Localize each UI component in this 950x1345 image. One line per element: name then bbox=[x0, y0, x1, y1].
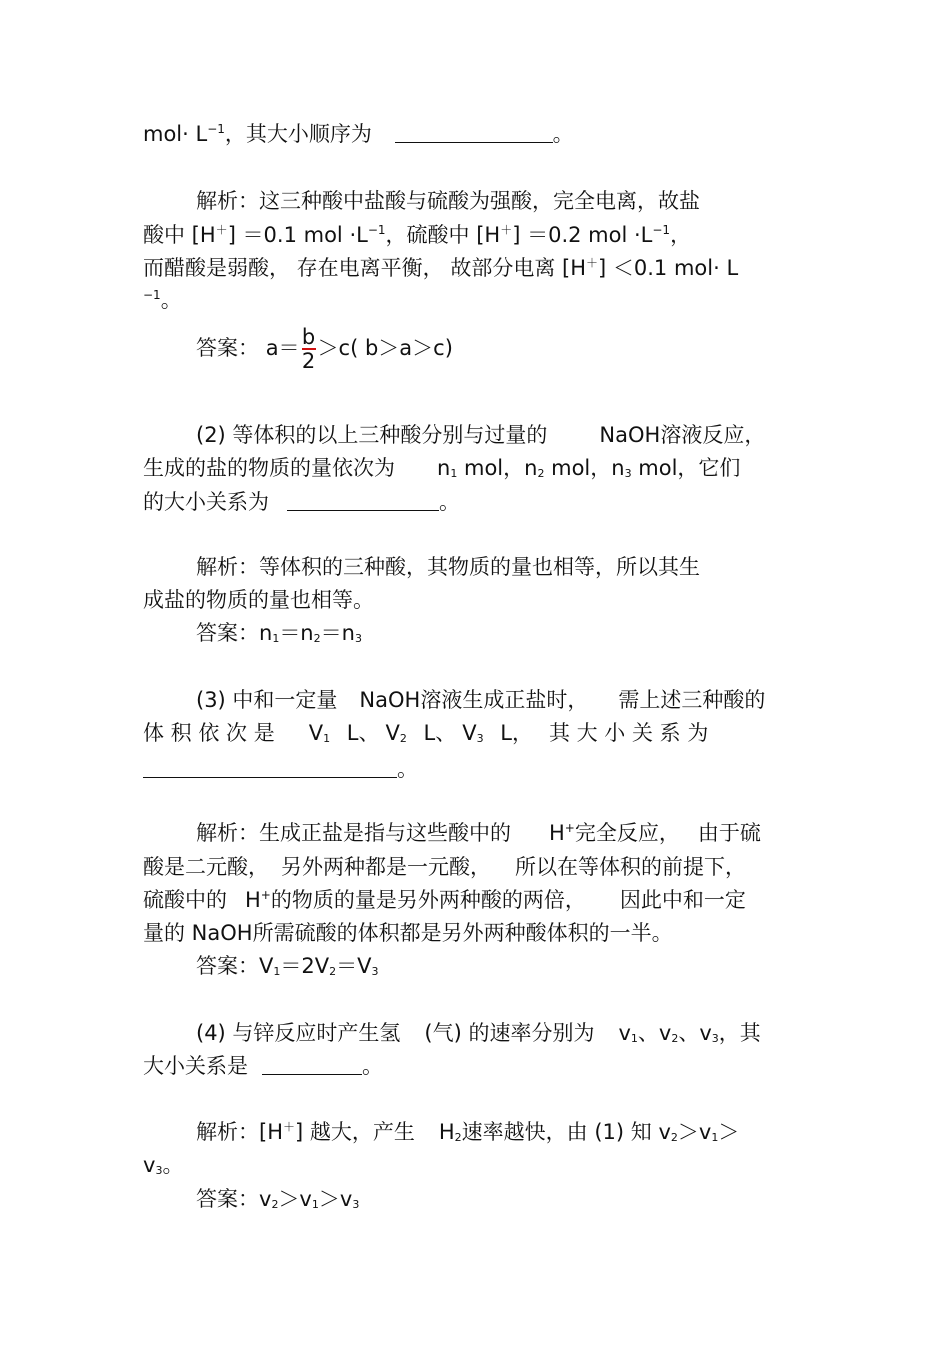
solution-label: 解析： bbox=[196, 555, 259, 579]
question-text: 、v bbox=[637, 1021, 672, 1045]
superscript: ＋ bbox=[586, 256, 599, 270]
answer-label: 答案： bbox=[196, 621, 259, 645]
question-text: NaOH溶液反应， bbox=[599, 423, 766, 447]
q3-line3 bbox=[143, 756, 418, 782]
q4-line2 bbox=[143, 1053, 383, 1079]
question-text: NaOH溶液生成正盐时， bbox=[359, 688, 589, 712]
solution1-line1 bbox=[196, 188, 700, 214]
solution-text: 而醋酸是弱酸， 存在电离平衡， 故部分电离 [H bbox=[143, 256, 587, 280]
solution2-line1 bbox=[196, 554, 700, 580]
solution-text: H bbox=[245, 888, 261, 912]
subscript: 2 bbox=[671, 1032, 679, 1045]
fraction bbox=[302, 326, 316, 372]
solution1-line3 bbox=[143, 255, 738, 281]
question-text: L， bbox=[493, 721, 533, 745]
answer-text: ＝n bbox=[320, 621, 355, 645]
solution3-line3 bbox=[143, 887, 746, 913]
solution-text: ] ＝0.1 mol ·L bbox=[227, 223, 368, 247]
question-text: 。 bbox=[397, 757, 418, 781]
superscript: ＋ bbox=[282, 1120, 295, 1134]
solution-text: 这三种酸中盐酸与硫酸为强酸，完全电离，故盐 bbox=[259, 189, 700, 213]
solution2-line2 bbox=[143, 587, 374, 613]
q3-line1 bbox=[196, 687, 765, 713]
solution-text: 完全反应， bbox=[574, 821, 680, 845]
question-text: n bbox=[437, 456, 451, 480]
solution-text: 因此中和一定 bbox=[619, 888, 746, 912]
solution-text: 的物质的量是另外两种酸的两倍， bbox=[270, 888, 586, 912]
superscript: ＋ bbox=[500, 223, 513, 237]
answer-text: ＝V bbox=[336, 954, 372, 978]
question-text: V bbox=[462, 721, 477, 745]
solution-text: 酸是二元酸， bbox=[143, 855, 269, 879]
solution1-line2 bbox=[143, 222, 691, 248]
solution-text: 生成正盐是指与这些酸中的 bbox=[259, 821, 511, 845]
solution-label: 解析： bbox=[196, 189, 259, 213]
answer2-line bbox=[196, 620, 362, 646]
solution-text: 所以在等体积的前提下， bbox=[515, 855, 746, 879]
answer-text: ＝2V bbox=[280, 954, 330, 978]
question-text: (2) 等体积的以上三种酸分别与过量的 bbox=[196, 423, 548, 447]
question-text: V bbox=[308, 721, 324, 745]
solution3-line2 bbox=[143, 854, 746, 880]
solution-text: 量的 NaOH所需硫酸的体积都是另外两种酸体积的一半。 bbox=[143, 921, 673, 945]
solution-text: ] 越大，产生 bbox=[295, 1120, 415, 1144]
subscript: 1 bbox=[272, 632, 280, 645]
solution-text: 另外两种都是一元酸， bbox=[281, 855, 491, 879]
question-text: 。 bbox=[362, 1054, 383, 1078]
subscript: 1 bbox=[311, 1198, 319, 1211]
question-text: mol， bbox=[457, 456, 525, 480]
question-text: v bbox=[618, 1021, 631, 1045]
subscript: 2 bbox=[454, 1131, 462, 1144]
solution-label: 解析： bbox=[196, 1120, 259, 1144]
solution-text: ] ＜0.1 mol· L bbox=[598, 256, 739, 280]
q1-tail-line bbox=[143, 121, 574, 147]
subscript: 1 bbox=[323, 732, 331, 745]
solution-text: ＞ bbox=[718, 1120, 740, 1144]
solution-text: ， bbox=[670, 223, 692, 247]
solution3-line4 bbox=[143, 920, 673, 946]
superscript: −1 bbox=[652, 223, 671, 237]
subscript: 3 bbox=[354, 632, 362, 645]
answer-text: ＞v bbox=[278, 1187, 312, 1211]
subscript: 2 bbox=[537, 467, 545, 480]
subscript: 3 bbox=[155, 1164, 163, 1177]
solution4-line2 bbox=[143, 1152, 183, 1178]
answer-text: ＞c( b＞a＞c) bbox=[317, 336, 453, 360]
question-text: n bbox=[611, 456, 625, 480]
subscript: 2 bbox=[271, 1198, 279, 1211]
superscript: + bbox=[260, 888, 271, 902]
solution-text: 等体积的三种酸，其物质的量也相等，所以其生 bbox=[259, 555, 700, 579]
solution-text: 硫酸中的 bbox=[143, 888, 227, 912]
subscript: 3 bbox=[711, 1032, 719, 1045]
subscript: 3 bbox=[476, 732, 484, 745]
solution-text: 由于硫 bbox=[697, 821, 761, 845]
solution-label: 解析： bbox=[196, 821, 259, 845]
superscript: + bbox=[564, 821, 575, 835]
solution-text: ] ＝0.2 mol ·L bbox=[512, 223, 653, 247]
answer-label: 答案： bbox=[196, 954, 259, 978]
question-text: mol， bbox=[544, 456, 612, 480]
question-text: (3) 中和一定量 bbox=[196, 688, 338, 712]
answer-text: v bbox=[259, 1187, 272, 1211]
answer-text: a＝ bbox=[265, 336, 300, 360]
subscript: 2 bbox=[670, 1131, 678, 1144]
answer-blank bbox=[395, 124, 553, 143]
superscript: −1 bbox=[143, 288, 161, 302]
answer-blank bbox=[287, 492, 439, 511]
answer-text: ＞v bbox=[318, 1187, 353, 1211]
question-text: L、 bbox=[416, 721, 457, 745]
q1-period: 。 bbox=[552, 122, 574, 146]
subscript: 3 bbox=[624, 467, 632, 480]
solution4-line1 bbox=[196, 1119, 739, 1145]
question-text: (4) 与锌反应时产生氢 bbox=[196, 1021, 401, 1045]
question-text: L、 bbox=[340, 721, 380, 745]
question-text: 需上述三种酸的 bbox=[618, 688, 766, 712]
solution-text: H bbox=[549, 821, 565, 845]
solution-text: v bbox=[143, 1153, 156, 1177]
q2-line3 bbox=[143, 489, 460, 515]
superscript: ＋ bbox=[215, 223, 228, 237]
answer-blank bbox=[262, 1056, 362, 1075]
question-text: 、v bbox=[678, 1021, 712, 1045]
solution-text: 成盐的物质的量也相等。 bbox=[143, 588, 374, 612]
solution-text: ＞v bbox=[677, 1120, 712, 1144]
question-text: mol，它们 bbox=[631, 456, 741, 480]
q1-text: ，其大小顺序为 bbox=[224, 122, 372, 146]
q1-superscript: −1 bbox=[207, 122, 225, 136]
fraction-numerator: b bbox=[301, 325, 316, 349]
subscript: 1 bbox=[630, 1032, 638, 1045]
superscript: −1 bbox=[367, 223, 386, 237]
answer-label: 答案： bbox=[196, 1187, 259, 1211]
question-text: 体 积 依 次 是 bbox=[143, 721, 275, 745]
solution-text: H bbox=[438, 1120, 455, 1144]
fraction-denominator: 2 bbox=[301, 349, 316, 373]
question-text: ，其 bbox=[718, 1021, 761, 1045]
solution1-line4 bbox=[143, 287, 182, 313]
question-text: 。 bbox=[439, 490, 460, 514]
solution-text: 。 bbox=[160, 288, 182, 312]
subscript: 3 bbox=[352, 1198, 360, 1211]
question-text: V bbox=[385, 721, 400, 745]
question-text: (气) 的速率分别为 bbox=[424, 1021, 595, 1045]
answer-label: 答案： bbox=[196, 336, 259, 360]
solution-text: ，硫酸中 [H bbox=[385, 223, 501, 247]
subscript: 2 bbox=[313, 632, 321, 645]
solution-text: [H bbox=[259, 1120, 283, 1144]
solution3-line1 bbox=[196, 820, 761, 846]
subscript: 2 bbox=[399, 732, 407, 745]
q1-text: mol· L bbox=[143, 122, 208, 146]
subscript: 3 bbox=[371, 965, 379, 978]
subscript: 1 bbox=[273, 965, 281, 978]
q4-line1 bbox=[196, 1020, 761, 1046]
question-text: 其 大 小 关 系 为 bbox=[548, 721, 709, 745]
q2-line1 bbox=[196, 422, 765, 448]
question-text: n bbox=[524, 456, 538, 480]
answer-blank bbox=[143, 759, 397, 778]
subscript: 1 bbox=[450, 467, 458, 480]
solution-text: 。 bbox=[162, 1153, 184, 1177]
answer4-line bbox=[196, 1186, 359, 1212]
subscript: 1 bbox=[711, 1131, 719, 1144]
answer3-line bbox=[196, 953, 378, 979]
solution-text: 速率越快，由 (1) 知 v bbox=[461, 1120, 671, 1144]
q3-line2 bbox=[143, 720, 708, 746]
answer-text: V bbox=[259, 954, 274, 978]
subscript: 2 bbox=[329, 965, 337, 978]
answer-text: n bbox=[259, 621, 273, 645]
question-text: 大小关系是 bbox=[143, 1054, 248, 1078]
answer1-line bbox=[196, 322, 453, 374]
question-text: 的大小关系为 bbox=[143, 490, 269, 514]
solution-text: 酸中 [H bbox=[143, 223, 216, 247]
answer-text: ＝n bbox=[279, 621, 314, 645]
q2-line2 bbox=[143, 455, 740, 481]
question-text: 生成的盐的物质的量依次为 bbox=[143, 456, 395, 480]
